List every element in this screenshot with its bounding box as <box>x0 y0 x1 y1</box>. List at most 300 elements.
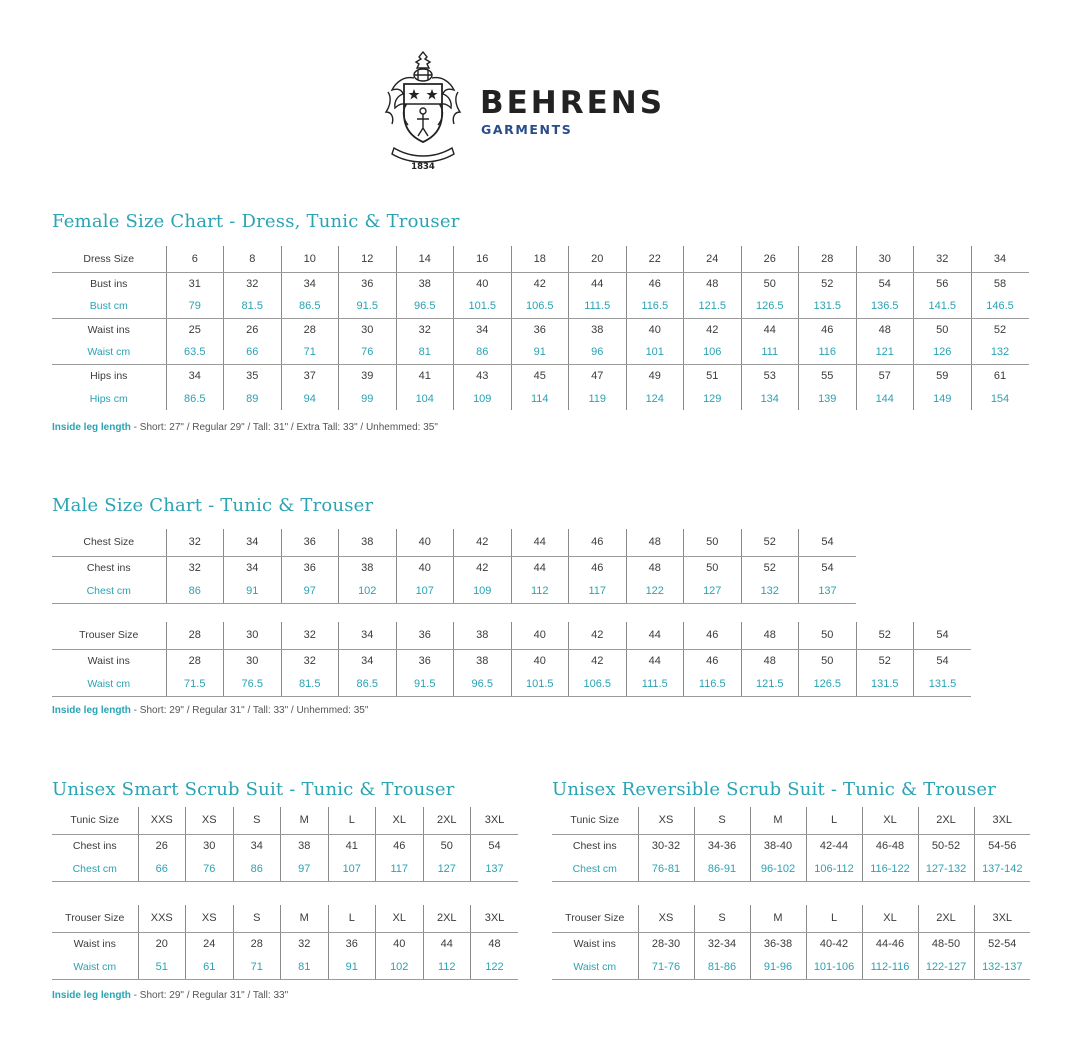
size-value-cell: 44 <box>626 622 684 649</box>
size-value-cell: 44 <box>626 649 684 673</box>
size-value-cell: 57 <box>856 364 914 387</box>
size-value-cell: 122 <box>626 580 684 603</box>
size-value-cell: 37 <box>281 364 339 387</box>
size-value-cell: M <box>281 905 329 932</box>
size-value-cell: 101-106 <box>806 956 862 979</box>
size-value-cell: 52 <box>856 622 914 649</box>
measurement-row <box>52 318 1029 341</box>
size-value-cell: 48 <box>856 318 914 341</box>
size-value-cell: 99 <box>339 387 397 410</box>
size-value-cell: 119 <box>569 387 627 410</box>
measurement-row <box>552 858 1030 881</box>
size-value-cell: 131.5 <box>799 295 857 318</box>
size-value-cell: 30 <box>856 246 914 272</box>
size-value-cell: 134 <box>741 387 799 410</box>
measurement-row <box>52 387 1029 410</box>
size-value-cell: 122 <box>471 956 519 979</box>
measurement-row <box>52 858 518 881</box>
row-label: Chest cm <box>52 858 138 881</box>
measurement-row <box>52 556 856 580</box>
size-value-cell: 127 <box>684 580 742 603</box>
unisex-reversible-tunic-table <box>552 807 1030 882</box>
size-value-cell: 46 <box>626 272 684 295</box>
size-value-cell: 131.5 <box>856 673 914 696</box>
size-value-cell: 102 <box>376 956 424 979</box>
size-value-cell: 32 <box>281 622 339 649</box>
size-value-cell: 32 <box>166 556 224 580</box>
size-value-cell: 112 <box>511 580 569 603</box>
size-value-cell: 56 <box>914 272 972 295</box>
size-value-cell: 114 <box>511 387 569 410</box>
size-value-cell: 48 <box>684 272 742 295</box>
size-value-cell: 28 <box>233 932 281 956</box>
size-value-cell: 106.5 <box>569 673 627 696</box>
size-value-cell: 49 <box>626 364 684 387</box>
size-value-cell: 42 <box>454 556 512 580</box>
size-value-cell: 71-76 <box>638 956 694 979</box>
size-value-cell: 96.5 <box>396 295 454 318</box>
size-value-cell: 3XL <box>471 807 519 834</box>
size-value-cell: XS <box>186 807 234 834</box>
size-value-cell: 12 <box>339 246 397 272</box>
size-value-cell: 42 <box>569 649 627 673</box>
measurement-row <box>52 956 518 979</box>
size-value-cell: 34 <box>971 246 1029 272</box>
size-value-cell: L <box>328 905 376 932</box>
size-value-cell: 36 <box>396 649 454 673</box>
size-value-cell: 97 <box>281 580 339 603</box>
size-value-cell: 41 <box>396 364 454 387</box>
size-value-cell: 18 <box>511 246 569 272</box>
size-value-cell: 121.5 <box>741 673 799 696</box>
row-label: Waist cm <box>52 673 166 696</box>
size-value-cell: 137 <box>799 580 857 603</box>
size-value-cell: 40 <box>454 272 512 295</box>
size-value-cell: 86 <box>233 858 281 881</box>
size-value-cell: 81 <box>396 341 454 364</box>
size-value-cell: 146.5 <box>971 295 1029 318</box>
size-value-cell: 121.5 <box>684 295 742 318</box>
size-value-cell: 3XL <box>471 905 519 932</box>
row-label: Chest Size <box>52 529 166 556</box>
size-value-cell: S <box>233 807 281 834</box>
size-value-cell: 38 <box>281 834 329 858</box>
size-value-cell: 38 <box>339 529 397 556</box>
size-value-cell: 32-34 <box>694 932 750 956</box>
size-value-cell: XS <box>638 807 694 834</box>
size-value-cell: 81.5 <box>224 295 282 318</box>
size-value-cell: 36 <box>328 932 376 956</box>
size-value-cell: 71 <box>233 956 281 979</box>
size-value-cell: 25 <box>166 318 224 341</box>
size-value-cell: 50 <box>799 622 857 649</box>
note-label: Inside leg length <box>52 990 131 1001</box>
size-value-cell: 39 <box>339 364 397 387</box>
size-value-cell: 36 <box>281 529 339 556</box>
size-value-cell: 81 <box>281 956 329 979</box>
row-label: Tunic Size <box>552 807 638 834</box>
size-value-cell: 107 <box>396 580 454 603</box>
size-value-cell: 24 <box>186 932 234 956</box>
size-value-cell: 137 <box>471 858 519 881</box>
size-value-cell: 14 <box>396 246 454 272</box>
measurement-row <box>52 272 1029 295</box>
size-value-cell: 48 <box>626 529 684 556</box>
row-label: Dress Size <box>52 246 166 272</box>
size-value-cell: XS <box>638 905 694 932</box>
size-value-cell: 101.5 <box>511 673 569 696</box>
size-value-cell: 89 <box>224 387 282 410</box>
size-value-cell: 96-102 <box>750 858 806 881</box>
size-value-cell: 127-132 <box>918 858 974 881</box>
size-value-cell: 52 <box>741 529 799 556</box>
unisex-reversible-trouser-table <box>552 905 1030 980</box>
size-value-cell: 106-112 <box>806 858 862 881</box>
size-value-cell: 40-42 <box>806 932 862 956</box>
size-value-cell: 42 <box>684 318 742 341</box>
size-value-cell: 28 <box>166 622 224 649</box>
size-value-cell: XL <box>376 905 424 932</box>
size-value-cell: 34 <box>224 556 282 580</box>
size-value-cell: 76 <box>186 858 234 881</box>
size-value-cell: 40 <box>396 556 454 580</box>
size-value-cell: 42-44 <box>806 834 862 858</box>
size-value-cell: 38 <box>339 556 397 580</box>
size-value-cell: 40 <box>511 622 569 649</box>
size-value-cell: 46 <box>569 529 627 556</box>
size-value-cell: 3XL <box>974 905 1030 932</box>
size-value-cell: 32 <box>281 932 329 956</box>
size-value-cell: 44 <box>511 556 569 580</box>
size-value-cell: 34 <box>281 272 339 295</box>
size-value-cell: 106.5 <box>511 295 569 318</box>
size-value-cell: 76-81 <box>638 858 694 881</box>
size-value-cell: 26 <box>138 834 186 858</box>
size-value-cell: 30-32 <box>638 834 694 858</box>
size-value-cell: 121 <box>856 341 914 364</box>
size-value-cell: 51 <box>684 364 742 387</box>
size-value-cell: 50 <box>684 556 742 580</box>
size-header-row <box>552 807 1030 834</box>
size-value-cell: 58 <box>971 272 1029 295</box>
size-value-cell: 122-127 <box>918 956 974 979</box>
size-value-cell: 79 <box>166 295 224 318</box>
size-value-cell: 71.5 <box>166 673 224 696</box>
male-chest-table <box>52 529 856 604</box>
size-value-cell: 46 <box>569 556 627 580</box>
size-value-cell: M <box>281 807 329 834</box>
size-value-cell: 50 <box>914 318 972 341</box>
size-value-cell: 71 <box>281 341 339 364</box>
size-value-cell: 2XL <box>423 807 471 834</box>
size-value-cell: 116-122 <box>862 858 918 881</box>
size-value-cell: 131.5 <box>914 673 972 696</box>
note-text: - Short: 29" / Regular 31" / Tall: 33" / Unhemmed: 35" <box>130 705 369 716</box>
size-value-cell: 76.5 <box>224 673 282 696</box>
size-value-cell: 54 <box>856 272 914 295</box>
size-value-cell: 44 <box>569 272 627 295</box>
size-value-cell: 126.5 <box>741 295 799 318</box>
size-value-cell: 48 <box>471 932 519 956</box>
size-value-cell: 124 <box>626 387 684 410</box>
male-trouser-table <box>52 622 971 697</box>
size-value-cell: 96 <box>569 341 627 364</box>
size-value-cell: L <box>328 807 376 834</box>
size-value-cell: XL <box>862 905 918 932</box>
size-value-cell: 132-137 <box>974 956 1030 979</box>
row-label: Trouser Size <box>52 905 138 932</box>
size-value-cell: 40 <box>511 649 569 673</box>
size-value-cell: 50 <box>741 272 799 295</box>
size-value-cell: 81-86 <box>694 956 750 979</box>
size-value-cell: 42 <box>511 272 569 295</box>
row-label: Waist cm <box>552 956 638 979</box>
male-chart-title: Male Size Chart - Tunic & Trouser <box>52 495 374 516</box>
size-value-cell: 38 <box>569 318 627 341</box>
size-value-cell: 94 <box>281 387 339 410</box>
row-label: Bust cm <box>52 295 166 318</box>
row-label: Hips cm <box>89 392 128 405</box>
row-label: Chest cm <box>52 580 166 603</box>
size-value-cell: 54 <box>799 529 857 556</box>
size-value-cell: 117 <box>569 580 627 603</box>
size-value-cell: 139 <box>799 387 857 410</box>
size-value-cell: 52-54 <box>974 932 1030 956</box>
size-header-row <box>52 622 971 649</box>
size-value-cell: XXS <box>138 905 186 932</box>
size-value-cell: 16 <box>454 246 512 272</box>
size-value-cell: 81.5 <box>281 673 339 696</box>
size-value-cell: 28 <box>166 649 224 673</box>
size-value-cell: M <box>750 905 806 932</box>
size-value-cell: 141.5 <box>914 295 972 318</box>
size-value-cell: 54 <box>914 649 972 673</box>
size-value-cell: 28 <box>799 246 857 272</box>
size-value-cell: 136.5 <box>856 295 914 318</box>
brand-name: BEHRENS <box>480 85 666 121</box>
size-header-row <box>552 905 1030 932</box>
size-value-cell: 116.5 <box>684 673 742 696</box>
size-value-cell: 61 <box>971 364 1029 387</box>
measurement-row <box>52 580 856 603</box>
size-value-cell: 91.5 <box>339 295 397 318</box>
size-value-cell: 46-48 <box>862 834 918 858</box>
size-value-cell: 126.5 <box>799 673 857 696</box>
founding-year: 1834 <box>411 162 435 172</box>
size-value-cell: 106 <box>684 341 742 364</box>
size-value-cell: 76 <box>339 341 397 364</box>
size-value-cell: 6 <box>166 246 224 272</box>
size-value-cell: 107 <box>328 858 376 881</box>
unisex-smart-tunic-table <box>52 807 518 882</box>
measurement-row <box>52 295 1029 318</box>
size-value-cell: 54 <box>799 556 857 580</box>
size-value-cell: 59 <box>914 364 972 387</box>
note-label: Inside leg length <box>52 705 131 716</box>
size-value-cell: 54 <box>471 834 519 858</box>
size-header-row <box>52 246 1029 272</box>
row-label: Hips ins <box>90 369 128 382</box>
row-label: Waist cm <box>52 341 166 364</box>
size-value-cell: 50 <box>684 529 742 556</box>
size-value-cell: 55 <box>799 364 857 387</box>
male-inside-leg-note <box>52 706 368 716</box>
size-value-cell: S <box>694 807 750 834</box>
size-value-cell: 109 <box>454 580 512 603</box>
size-value-cell: 45 <box>511 364 569 387</box>
size-value-cell: 116.5 <box>626 295 684 318</box>
size-value-cell: 28 <box>281 318 339 341</box>
size-value-cell: 36 <box>511 318 569 341</box>
measurement-row <box>552 956 1030 979</box>
size-value-cell: 129 <box>684 387 742 410</box>
row-label: Chest cm <box>552 858 638 881</box>
size-value-cell: 101 <box>626 341 684 364</box>
row-label: Waist cm <box>52 956 138 979</box>
size-value-cell: 34 <box>166 364 224 387</box>
row-label: Waist ins <box>573 938 616 951</box>
size-value-cell: XS <box>186 905 234 932</box>
female-chart-title: Female Size Chart - Dress, Tunic & Trouser <box>52 211 460 232</box>
note-text: - Short: 27" / Regular 29" / Tall: 31" / Extra Tall: 33" / Unhemmed: 35" <box>130 422 438 433</box>
size-value-cell: 144 <box>856 387 914 410</box>
size-value-cell: 47 <box>569 364 627 387</box>
size-value-cell: 40 <box>626 318 684 341</box>
size-value-cell: 34 <box>339 649 397 673</box>
size-value-cell: 26 <box>741 246 799 272</box>
size-value-cell: 149 <box>914 387 972 410</box>
size-value-cell: 53 <box>741 364 799 387</box>
size-value-cell: 44-46 <box>862 932 918 956</box>
unisex-smart-inside-leg-note <box>52 991 288 1001</box>
size-value-cell: 50-52 <box>918 834 974 858</box>
size-value-cell: L <box>806 905 862 932</box>
measurement-row <box>52 341 1029 364</box>
size-value-cell: 54 <box>914 622 972 649</box>
row-label: Trouser Size <box>52 622 166 649</box>
size-value-cell: 35 <box>224 364 282 387</box>
size-value-cell: XL <box>862 807 918 834</box>
row-label: Waist ins <box>87 323 130 336</box>
size-value-cell: 86.5 <box>166 387 224 410</box>
size-value-cell: 101.5 <box>454 295 512 318</box>
size-value-cell: 154 <box>971 387 1029 410</box>
size-value-cell: 66 <box>224 341 282 364</box>
size-value-cell: 86-91 <box>694 858 750 881</box>
size-value-cell: 40 <box>376 932 424 956</box>
size-value-cell: 38 <box>454 622 512 649</box>
size-value-cell: 22 <box>626 246 684 272</box>
measurement-row <box>52 649 971 673</box>
size-value-cell: 30 <box>339 318 397 341</box>
size-value-cell: 32 <box>914 246 972 272</box>
size-value-cell: 20 <box>138 932 186 956</box>
size-value-cell: 8 <box>224 246 282 272</box>
size-value-cell: 86 <box>454 341 512 364</box>
size-value-cell: 86.5 <box>281 295 339 318</box>
size-value-cell: 50 <box>423 834 471 858</box>
female-inside-leg-note <box>52 423 438 433</box>
size-value-cell: 34-36 <box>694 834 750 858</box>
size-value-cell: 42 <box>569 622 627 649</box>
size-value-cell: 46 <box>684 649 742 673</box>
size-value-cell: XL <box>376 807 424 834</box>
measurement-row <box>52 834 518 858</box>
size-value-cell: 36 <box>339 272 397 295</box>
size-header-row <box>52 807 518 834</box>
size-value-cell: 36-38 <box>750 932 806 956</box>
size-value-cell: 46 <box>799 318 857 341</box>
size-value-cell: 20 <box>569 246 627 272</box>
size-value-cell: M <box>750 807 806 834</box>
size-value-cell: 34 <box>454 318 512 341</box>
size-value-cell: 2XL <box>918 905 974 932</box>
size-value-cell: 40 <box>396 529 454 556</box>
row-label: Chest ins <box>86 562 131 575</box>
note-label: Inside leg length <box>52 422 131 433</box>
size-value-cell: 104 <box>396 387 454 410</box>
measurement-row <box>52 673 971 696</box>
measurement-row <box>52 932 518 956</box>
note-text: - Short: 29" / Regular 31" / Tall: 33" <box>130 990 289 1001</box>
size-value-cell: 46 <box>684 622 742 649</box>
size-value-cell: 42 <box>454 529 512 556</box>
size-value-cell: 102 <box>339 580 397 603</box>
size-value-cell: 24 <box>684 246 742 272</box>
row-label: Waist ins <box>87 655 130 668</box>
size-value-cell: 36 <box>281 556 339 580</box>
size-value-cell: 10 <box>281 246 339 272</box>
size-value-cell: 54-56 <box>974 834 1030 858</box>
measurement-row <box>552 834 1030 858</box>
size-value-cell: 127 <box>423 858 471 881</box>
size-value-cell: 111 <box>741 341 799 364</box>
size-value-cell: 137-142 <box>974 858 1030 881</box>
size-value-cell: 117 <box>376 858 424 881</box>
size-value-cell: 30 <box>224 649 282 673</box>
measurement-row <box>552 932 1030 956</box>
measurement-row <box>52 364 1029 387</box>
size-value-cell: 48-50 <box>918 932 974 956</box>
size-value-cell: 52 <box>741 556 799 580</box>
size-value-cell: 38 <box>396 272 454 295</box>
size-value-cell: 61 <box>186 956 234 979</box>
size-value-cell: L <box>806 807 862 834</box>
size-value-cell: 63.5 <box>166 341 224 364</box>
size-value-cell: S <box>694 905 750 932</box>
row-label: Trouser Size <box>552 905 638 932</box>
size-value-cell: 91 <box>224 580 282 603</box>
size-value-cell: 46 <box>376 834 424 858</box>
row-label: Bust ins <box>90 277 128 290</box>
size-value-cell: 91-96 <box>750 956 806 979</box>
size-value-cell: 32 <box>166 529 224 556</box>
size-value-cell: 32 <box>224 272 282 295</box>
row-label: Chest ins <box>72 840 117 853</box>
size-value-cell: 66 <box>138 858 186 881</box>
row-label: Tunic Size <box>52 807 138 834</box>
size-value-cell: 30 <box>224 622 282 649</box>
size-value-cell: 2XL <box>918 807 974 834</box>
unisex-reversible-title: Unisex Reversible Scrub Suit - Tunic & Trouser <box>552 779 997 800</box>
brand-subtitle: GARMENTS <box>481 122 573 137</box>
size-value-cell: 43 <box>454 364 512 387</box>
size-value-cell: XXS <box>138 807 186 834</box>
size-value-cell: 116 <box>799 341 857 364</box>
size-value-cell: 52 <box>799 272 857 295</box>
size-value-cell: 26 <box>224 318 282 341</box>
size-value-cell: 112-116 <box>862 956 918 979</box>
